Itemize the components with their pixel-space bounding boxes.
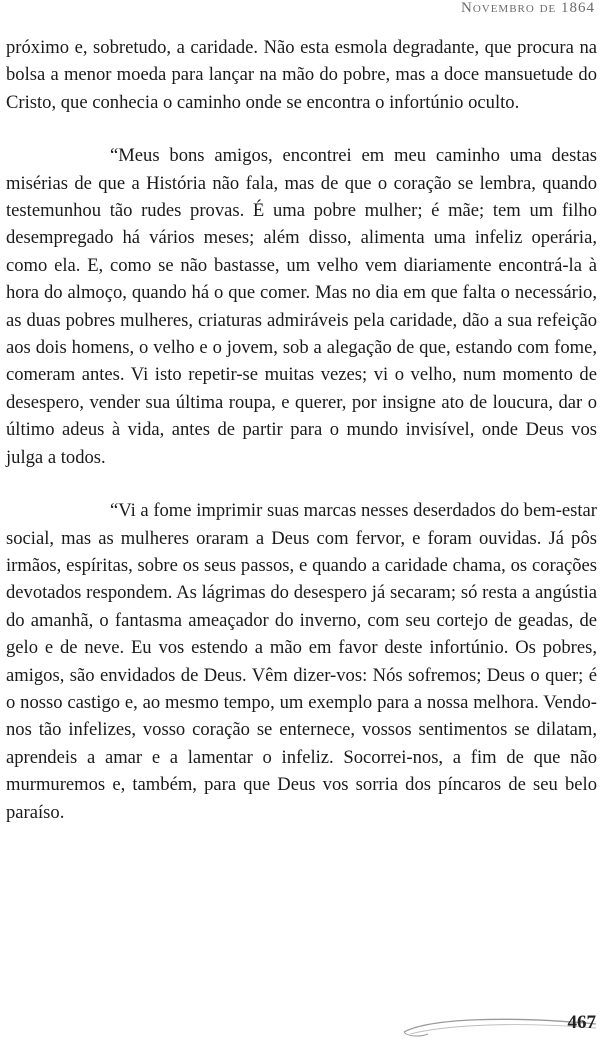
paragraph-continuation: próximo e, sobretudo, a caridade. Não esta esmola degradante, que procura na bolsa a menor moeda para lançar na mão do pobre, mas a doce mansuetude do Cristo, que conhecia o caminho onde se encontra o infortúnio oculto. bbox=[6, 37, 597, 113]
page-body bbox=[6, 34, 597, 826]
folio bbox=[400, 1010, 600, 1040]
paragraph-quote-2: “Vi a fome imprimir suas marcas nesses deserdados do bem-estar social, mas as mulheres oraram a Deus com fervor, e foram ouvidas. Já pôs irmãos, espíritas, sobre os seus passos, e quando a caridade chama, os corações devotados respondem. As lágrimas do desespero já secaram; só resta a angústia do amanhã, o fantasma ameaçador do inverno, com seu cortejo de geadas, de gelo e de neve. Eu vos estendo a mão em favor deste infortúnio. Os pobres, amigos, são envidados de Deus. Vêm dizer-vos: Nós sofremos; Deus o quer; é o nosso castigo e, ao mesmo tempo, um exemplo para a nossa melhora. Vendo-nos tão infelizes, vosso coração se enternece, vossos sentimentos se dilatam, aprendeis a amar e a lamentar o infeliz. Socorrei-nos, a fim de que não murmuremos e, também, para que Deus vos sorria dos píncaros de seu belo paraíso. bbox=[6, 500, 597, 823]
page-number: 467 bbox=[567, 1012, 596, 1033]
running-header: Novembro de 1864 bbox=[460, 0, 595, 16]
paragraph-quote-1: “Meus bons amigos, encontrei em meu caminho uma destas misérias de que a História não fala, mas de que o coração se lembra, quando testemunhou tão rudes provas. É uma pobre mulher; é mãe; tem um filho desempregado há vários meses; além disso, alimenta uma infeliz operária, como ela. E, como se não bastasse, um velho vem diariamente encontrá-la à hora do almoço, quando há o que comer. Mas no dia em que falta o necessário, as duas pobres mulheres, criaturas admiráveis pela caridade, dão a sua refeição aos dois homens, o velho e o jovem, sob a alegação de que, estando com fome, comeram antes. Vi isto repetir-se muitas vezes; vi o velho, num momento de desespero, vender sua última roupa, e querer, por insigne ato de loucura, dar o último adeus à vida, antes de partir para o mundo invisível, onde Deus vos julga a todos. bbox=[6, 145, 597, 468]
